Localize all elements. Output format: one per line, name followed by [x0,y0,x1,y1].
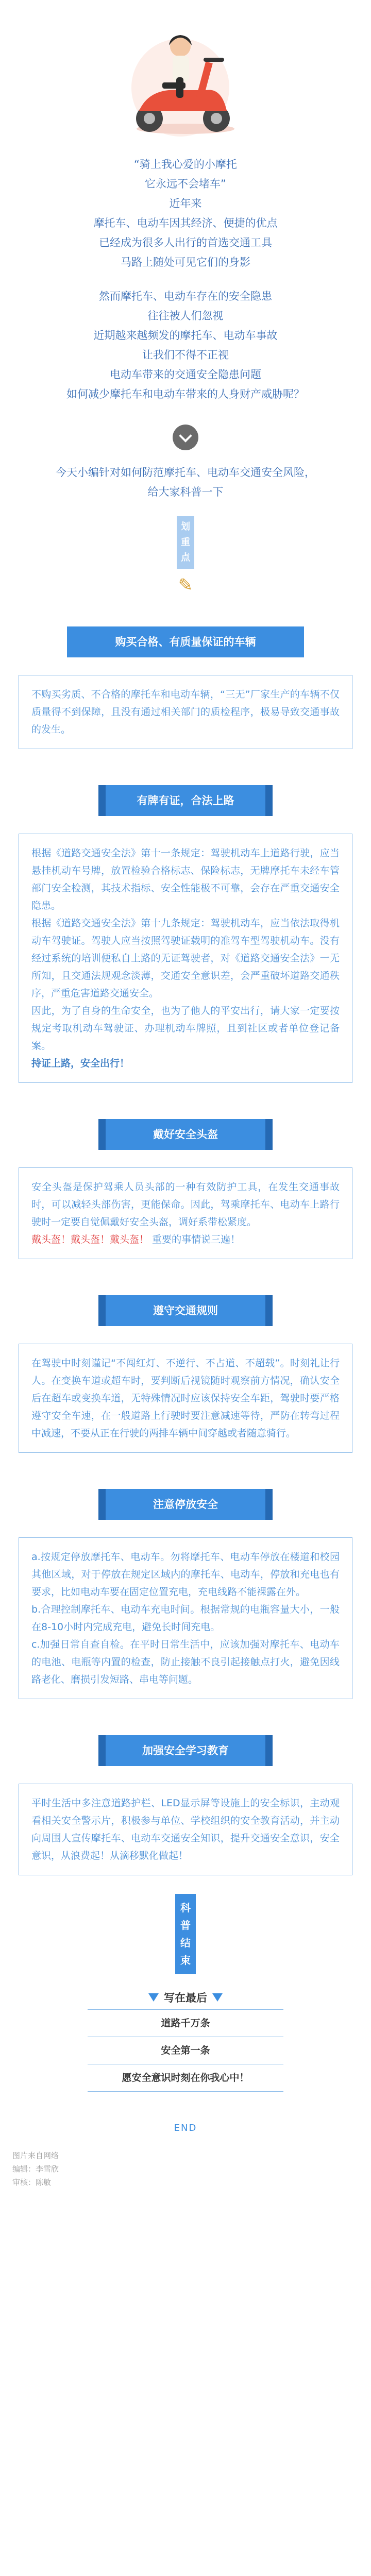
chevron-down-icon [173,425,198,450]
section-title: 加强安全学习教育 [106,1735,265,1766]
intro-line: 它永远不会堵车” [145,178,226,190]
section-body [19,1784,352,1875]
section-license [19,785,352,1083]
body-text: 不购买劣质、不合格的摩托车和电动车辆，“三无”厂家生产的车辆不仅质量得不到保障，且没有通过相关部门的质检程序，极易导致交通事故的发生。 [31,689,340,735]
intro-line: 近期越来越频发的摩托车、电动车事故 [93,329,278,342]
closing-line: 安全第一条 [88,2037,283,2064]
intro-line: 摩托车、电动车因其经济、便捷的优点 [93,217,278,229]
intro-line: 近年来 [169,197,202,210]
intro-text [0,155,371,404]
intro-line: “骑上我心爱的小摩托 [134,158,237,171]
body-text: 因此，为了自身的生命安全，也为了他人的平安出行，请大家一定要按规定考取机动车驾驶证、办理机动车牌照，且到社区或者单位登记备案。 [31,1005,340,1052]
section-parking [19,1489,352,1699]
triangle-down-icon [212,1993,223,2002]
section-buy-quality [19,626,352,749]
closing-line: 道路千万条 [88,2009,283,2037]
section-title: 注意停放安全 [106,1489,265,1520]
closing-line: 愿安全意识时刻在你我心中！ [88,2064,283,2092]
intro-line: 让我们不得不正视 [142,349,229,361]
section-title: 戴好安全头盔 [106,1119,265,1150]
credit-line: 编辑：李雪欣 [12,2164,59,2174]
section-body [19,675,352,749]
intro-line: 已经成为很多人出行的首选交通工具 [99,236,272,249]
body-text: 根据《道路交通安全法》第十九条规定：驾驶机动车，应当依法取得机动车驾驶证。驾驶人应当按照驾驶证载明的准驾车型驾驶机动车。没有经过系统的培训便私自上路的无证驾驶者，对《道路交通安全法》一无所知，且交通法规观念淡薄，交通安全意识差，会严重破坏道路交通秩序，严重危害道路交通安全。 [31,918,340,999]
intro-line: 如何减少摩托车和电动车带来的人身财产威胁呢？ [66,388,305,400]
triangle-down-icon [148,1993,159,2002]
closing-title: 写在最后 [164,1992,207,2004]
body-text: 根据《道路交通安全法》第十一条规定：驾驶机动车上道路行驶，应当悬挂机动车号牌，放置检验合格标志、保险标志，无牌摩托车未经车管部门安全检测，其技术指标、安全性能极不可靠，会存在严重交通安全隐患。 [31,848,340,911]
call-line: 今天小编针对如何防范摩托车、电动车交通安全风险， [56,466,315,479]
list-item: b.合理控制摩托车、电动车充电时间。根据常规的电瓶容量大小，一般在8-10小时内完成充电，避免长时间充电。 [31,1604,340,1633]
credits [12,2149,371,2189]
section-traffic-rules [19,1295,352,1453]
body-text: 安全头盔是保护驾乘人员头部的一种有效防护工具，在发生交通事故时，可以减轻头部伤害，更能保命。因此，驾乘摩托车、电动车上路行驶时一定要自觉佩戴好安全头盔，调好系带松紧度。 [31,1181,340,1228]
hero-illustration [0,0,371,155]
section-title: 遵守交通规则 [106,1295,265,1326]
pencil-icon: ✎ [178,575,193,596]
section-title: 购买合格、有质量保证的车辆 [67,626,304,657]
section-helmet [19,1119,352,1259]
keypoint-badge [177,516,194,569]
intro-line: 马路上随处可见它们的身影 [121,256,250,268]
body-text: 平时生活中多注意道路护栏、LED显示屏等设施上的安全标识，主动观看相关安全警示片，积极参与单位、学校组织的安全教育活动，并主动向周围人宣传摩托车、电动车交通安全知识，提升交通安全意识，安全意识，从浪费起！从滴移默化做起！ [31,1798,340,1861]
scooter-rider-illustration [119,26,252,139]
call-to-read [0,463,371,502]
section-education [19,1735,352,1875]
helmet-tail: 重要的事情说三遍！ [152,1234,241,1245]
closing-heading [0,1990,371,2005]
end-mark: END [174,2123,197,2133]
section-body [19,834,352,1083]
keypoint-char: 重 [181,537,190,548]
body-text: 在驾驶中时刻谨记“不闯红灯、不逆行、不占道、不超载”。时刻礼让行人。在变换车道或超车时，要判断后视镜随时观察前方情况，确认安全后在超车或变换车道，无特殊情况时应该保持安全车距，驾驶时要严格遵守安全车速，在一般道路上行驶时要注意减速等待，严防在转弯过程中减速，不要从正在行驶的两排车辆中间穿越或者随意骑行。 [31,1358,340,1439]
end-stamp [175,1894,196,1974]
list-item: a.按规定停放摩托车、电动车。勿将摩托车、电动车停放在楼道和校园其他区域，对于停放在规定区域内的摩托车、电动车，停放和充电也有要求，比如电动车要在固定位置充电，充电线路不能裸露在外。 [31,1551,340,1598]
section-body [19,1167,352,1259]
credit-line: 审核：陈敏 [12,2178,52,2187]
section-title: 有牌有证，合法上路 [106,785,265,816]
list-item: c.加强日常自查自检。在平时日常生活中，应该加强对摩托车、电动车的电池、电瓶等内置的检查，防止接触不良引起接触点打火，避免因线路老化、磨损引发短路、串电等问题。 [31,1639,340,1685]
intro-line: 往往被人们忽视 [147,310,224,322]
stamp-char: 科 [180,1902,191,1914]
section-body [19,1344,352,1453]
call-line: 给大家科普一下 [147,486,224,498]
body-emphasis: 持证上路，安全出行！ [31,1058,130,1069]
stamp-char: 束 [180,1954,191,1967]
keypoint-char: 点 [181,552,190,563]
stamp-char: 结 [180,1937,191,1949]
keypoint-char: 划 [181,521,190,532]
intro-line: 电动车带来的交通安全隐患问题 [110,368,261,381]
stamp-char: 普 [180,1919,191,1931]
intro-line: 然而摩托车、电动车存在的安全隐患 [99,290,272,302]
section-body [19,1537,352,1699]
helmet-emphasis: 戴头盔！戴头盔！戴头盔！ [31,1234,149,1245]
credit-line: 图片来自网络 [12,2151,59,2160]
